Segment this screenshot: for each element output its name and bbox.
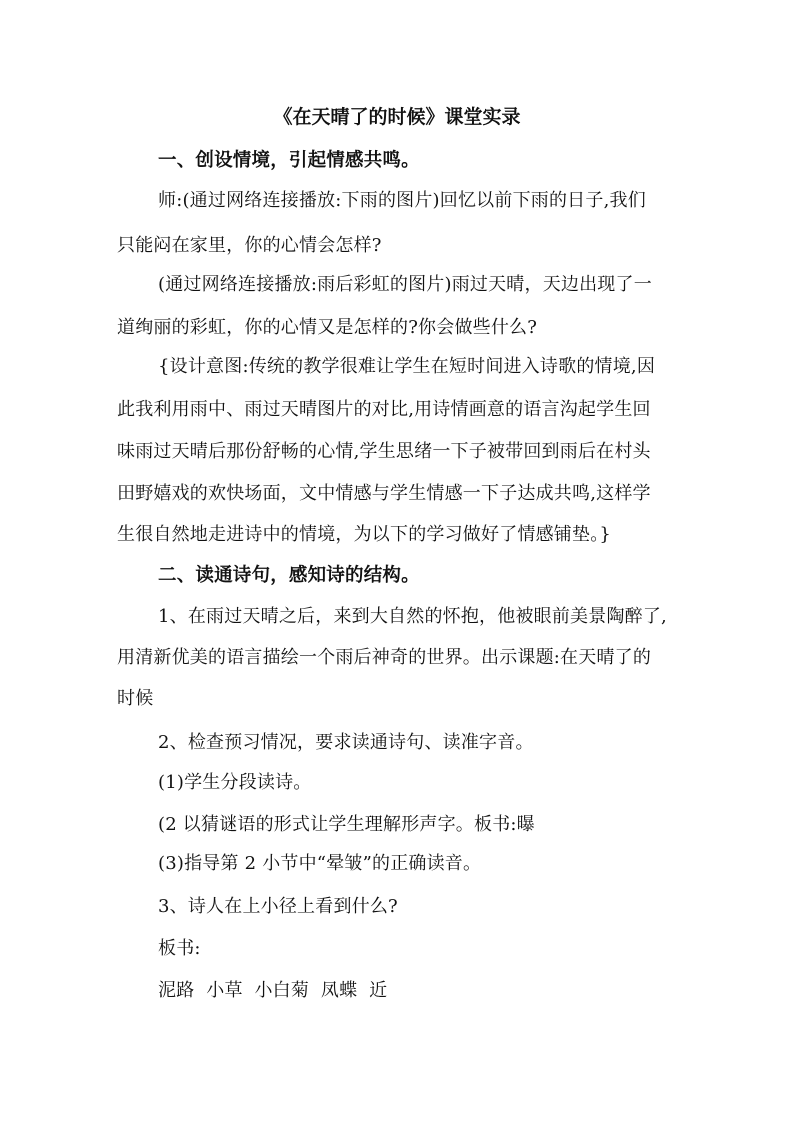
paragraph-line: 此我利用雨中、雨过天晴图片的对比,用诗情画意的语言沟起学生回: [117, 399, 651, 420]
paragraph-line: (通过网络连接播放:雨后彩虹的图片)雨过天晴，天边出现了一: [158, 274, 652, 295]
paragraph-line: 泥路 小草 小白菊 凤蝶 近: [158, 980, 388, 1001]
paragraph-line: 师:(通过网络连接播放:下雨的图片)回忆以前下雨的日子,我们: [158, 190, 646, 211]
paragraph-line: 1、在雨过天晴之后，来到大自然的怀抱，他被眼前美景陶醉了,: [158, 606, 667, 627]
document-title: 《在天晴了的时候》课堂实录: [273, 106, 521, 128]
section-heading-2: 二、读通诗句，感知诗的结构。: [158, 565, 420, 586]
paragraph-line: 时候: [117, 688, 154, 709]
section-heading-1: 一、创设情境，引起情感共鸣。: [158, 150, 420, 171]
paragraph-line: (2 以猜谜语的形式让学生理解形声字。板书:曝: [158, 814, 535, 835]
paragraph-line: 生很自然地走进诗中的情境，为以下的学习做好了情感铺垫。}: [117, 524, 612, 545]
paragraph-line: 田野嬉戏的欢快场面，文中情感与学生情感一下子达成共鸣,这样学: [117, 483, 651, 504]
paragraph-line: 道绚丽的彩虹，你的心情又是怎样的?你会做些什么?: [117, 317, 538, 338]
paragraph-line: 只能闷在家里，你的心情会怎样?: [117, 235, 382, 256]
paragraph-line: 用清新优美的语言描绘一个雨后神奇的世界。出示课题:在天晴了的: [117, 647, 652, 668]
paragraph-line: 3、诗人在上小径上看到什么?: [158, 896, 398, 917]
paragraph-line: 2、检查预习情况，要求读通诗句、读准字音。: [158, 732, 534, 753]
paragraph-line: 味雨过天晴后那份舒畅的心情,学生思绪一下子被带回到雨后在村头: [117, 441, 651, 462]
paragraph-line: {设计意图:传统的教学很难让学生在短时间进入诗歌的情境,因: [158, 356, 656, 377]
paragraph-line: 板书:: [158, 938, 201, 959]
paragraph-line: (1)学生分段读诗。: [158, 772, 312, 793]
paragraph-line: (3)指导第 2 小节中“晕皱”的正确读音。: [158, 853, 482, 874]
